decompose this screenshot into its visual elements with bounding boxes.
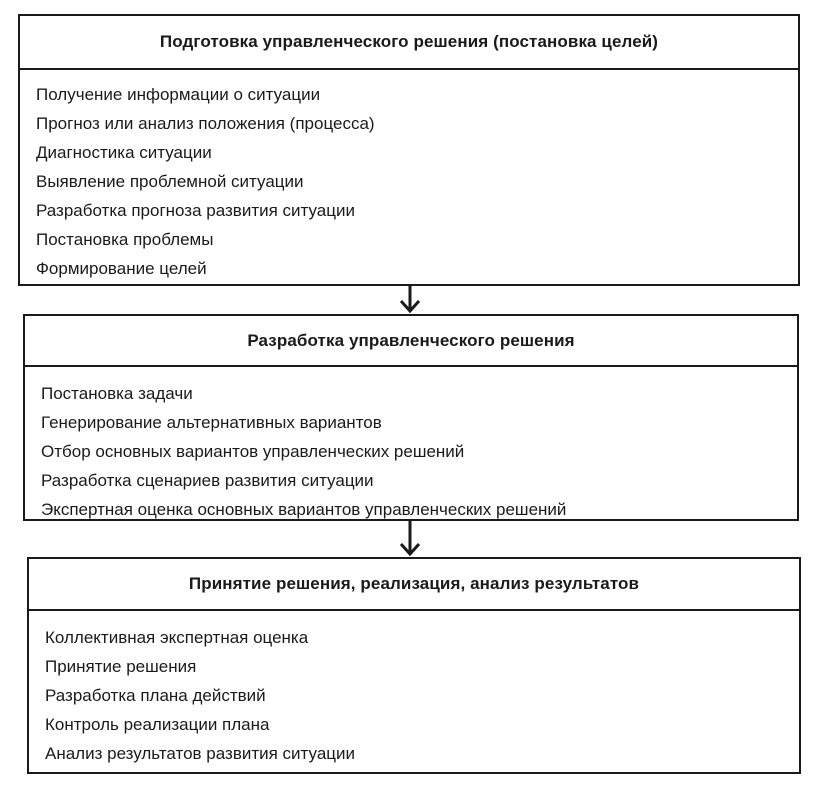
stage-item-list <box>29 611 799 768</box>
stage-item: Получение информации о ситуации <box>36 85 321 104</box>
stage-title: Разработка управленческого решения <box>25 316 797 367</box>
stage-item: Разработка прогноза развития ситуации <box>36 201 355 220</box>
stage-box-decision <box>27 557 801 774</box>
stage-item: Формирование целей <box>36 259 207 278</box>
stage-title: Принятие решения, реализация, анализ результатов <box>29 559 799 611</box>
stage-item: Принятие решения <box>45 657 197 676</box>
stage-item: Отбор основных вариантов управленческих решений <box>41 442 465 461</box>
stage-item: Коллективная экспертная оценка <box>45 628 309 647</box>
stage-item: Контроль реализации плана <box>45 715 270 734</box>
stage-item: Разработка сценариев развития ситуации <box>41 471 374 490</box>
stage-item-list <box>20 70 798 283</box>
stage-item-list <box>25 367 797 524</box>
stage-item: Диагностика ситуации <box>36 143 212 162</box>
stage-item: Постановка задачи <box>41 384 193 403</box>
stage-item: Разработка плана действий <box>45 686 266 705</box>
down-arrow-icon <box>398 286 422 314</box>
stage-item: Экспертная оценка основных вариантов управленческих решений <box>41 500 567 519</box>
stage-item: Прогноз или анализ положения (процесса) <box>36 114 375 133</box>
stage-title: Подготовка управленческого решения (постановка целей) <box>20 16 798 70</box>
down-arrow-icon <box>398 521 422 557</box>
stage-box-development <box>23 314 799 521</box>
stage-item: Анализ результатов развития ситуации <box>45 744 356 763</box>
stage-box-preparation <box>18 14 800 286</box>
stage-item: Постановка проблемы <box>36 230 214 249</box>
stage-item: Выявление проблемной ситуации <box>36 172 304 191</box>
stage-item: Генерирование альтернативных вариантов <box>41 413 382 432</box>
